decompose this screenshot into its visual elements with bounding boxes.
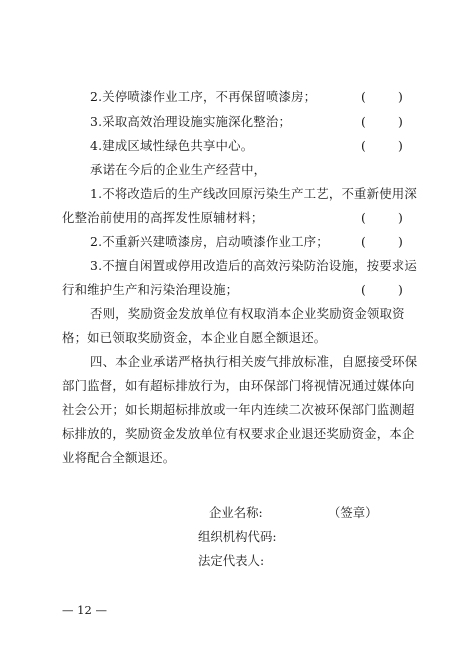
document-page: 2.关停喷漆作业工序，不再保留喷漆房； ( ) 3.采取高效治理设施实施深化整治； ( ) 4.建成区域性绿色共享中心。 ( ) 承诺在今后的企业生产经营中， 1.不将改造后的生产线改回原污染生产工艺，不重新使用深 化整治前使用的高挥发性原辅材料； ( ) 2.不重新兴建喷漆房，启动喷漆作业工序； ( ) 3.不擅自闲置或停用改造后的高效污染防治设施，按要求运 行和维护生产和污染治理设施； ( ) 否则，奖励资金发放单位有权取消本企业奖励资金领取资 格；如已领取奖励资金，本企业自愿全额退还。 四、本企业承诺严格执行相关废气排放标准，自愿接受环保 部门监督，如有超标排放行为，由环保部门将视情况通过媒体向 社会公开；如长期超标排放或一年内连续二次被环保部门监测超 标排放的，奖励资金发放单位有权要求企业退还奖励资金，本企 业将配合全额退还。 企业名称: （签章） 组织机构代码: 法定代表人: — 12 —: [62, 89, 418, 617]
seal-label: （签章）: [328, 505, 378, 520]
promise-3-line2: 行和维护生产和污染治理设施；: [62, 282, 239, 297]
section4-line2: 部门监督，如有超标排放行为，由环保部门将视情况通过媒体向: [62, 378, 415, 393]
otherwise-line1: 否则，奖励资金发放单位有权取消本企业奖励资金领取资: [90, 306, 405, 321]
checklist-item-3: 3.采取高效治理设施实施深化整治；: [90, 114, 292, 129]
promise-1-line2: 化整治前使用的高挥发性原辅材料；: [62, 210, 264, 225]
checklist-item-4: 4.建成区域性绿色共享中心。: [90, 138, 254, 153]
legal-rep-label: 法定代表人:: [198, 553, 265, 568]
company-name-label: 企业名称:: [209, 505, 263, 520]
section4-line5: 业将配合全额退还。: [62, 450, 176, 465]
section4-line1: 四、本企业承诺严格执行相关废气排放标准，自愿接受环保: [90, 354, 418, 369]
promise-3-line1: 3.不擅自闲置或停用改造后的高效污染防治设施，按要求运: [90, 258, 417, 273]
promise-1-line1: 1.不将改造后的生产线改回原污染生产工艺，不重新使用深: [90, 186, 417, 201]
promise-intro: 承诺在今后的企业生产经营中，: [90, 162, 267, 177]
section4-line4: 标排放的，奖励资金发放单位有权要求企业退还奖励资金，本企: [62, 426, 415, 441]
org-code-label: 组织机构代码:: [198, 529, 277, 544]
section4-line3: 社会公开；如长期超标排放或一年内连续二次被环保部门监测超: [62, 402, 415, 417]
promise-2: 2.不重新兴建喷漆房，启动喷漆作业工序；: [90, 234, 329, 249]
checklist-item-2: 2.关停喷漆作业工序，不再保留喷漆房；: [90, 89, 317, 104]
page-number: — 12 —: [62, 603, 107, 617]
otherwise-line2: 格；如已领取奖励资金，本企业自愿全额退还。: [62, 330, 327, 345]
